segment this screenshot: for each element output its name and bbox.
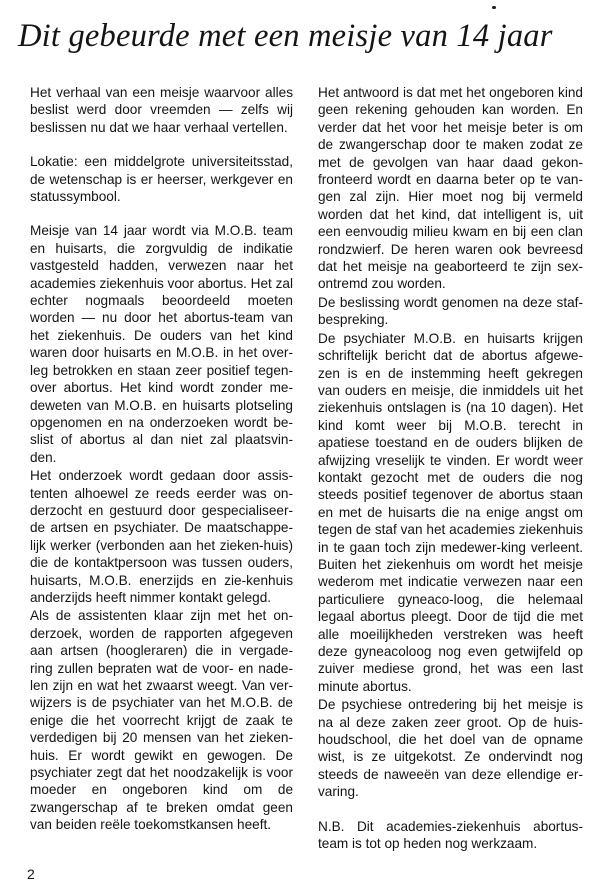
paragraph-referral: Meisje van 14 jaar wordt via M.O.B. team en huisarts, die zorgvuldig de indikatie vastgesteld hadden, verwezen naar het academies ziekenhuis voor abortus. Het zal echter nogmaals beoordeeld moeten worden — nu door het abortus-team van het ziekenhuis. De ouders van het kind waren door huisarts en M.O.B. in het over-leg betrokken en staan zeer positief tegen-over abortus. Het kind wordt zonder me-deweten van M.O.B. en huisarts plotseling opgenomen en na onderzoeken wordt be-slist of abortus al dan niet zal plaatsvin-den.: [30, 223, 293, 465]
paragraph-notification: De psychiater M.O.B. en huisarts krijgen schriftelijk bericht dat de abortus afgewe-zen is en de instemming heeft gekregen van ouders en meisje, die inmiddels uit het ziekenhuis ontslagen is (na 10 dagen). Het kind komt weer bij M.O.B. terecht in apatiese toestand en de ouders blijken de afwijzing vreselijk te vinden. Er wordt weer kontakt gezocht met de ouders die nog steeds positief tegenover de abortus staan en met de huisarts die na enige angst om tegen de staf van het academies ziekenhuis in te gaan toch zijn medewer-king verleent. Buiten het ziekenhuis om wordt het meisje wederom met indicatie verwezen naar een particuliere gyneaco-loog, die helemaal legaal abortus pleegt. Door de tijd die met alle moeilijkheden verstreken was heeft deze gyneacoloog nog even getwijfeld op zuiver mediese grond, het was een last minute abortus.: [318, 330, 583, 694]
paragraph-decision: De beslissing wordt genomen na deze staf-bespreking.: [318, 294, 583, 328]
paragraph-examination: Het onderzoek wordt gedaan door assis-tenten alhoewel ze reeds eerder was on-derzocht en gestuurd door gespecialiseer-de artsen en psychiater. De maatschappe-lijk werker (verbonden aan het zieken-huis) die de kontaktpersoon was tussen ouders, huisarts, M.O.B. enerzijds en zie-kenhuis anderzijds heeft nimmer kontakt gelegd.: [30, 468, 293, 605]
paragraph-location: Lokatie: een middelgrote universiteitsstad, de wetenschap is er heerser, werkgever en statussymbool.: [30, 154, 293, 205]
right-column: [318, 84, 583, 852]
print-speck: [492, 6, 496, 9]
paragraph-assistants: Als de assistenten klaar zijn met het on-derzoek, worden de rapporten afgegeven aan artsen (hoogleraren) die in vergade-ring zullen bepraten wat de voor- en nade-len zijn en wat het zwaarst weegt. Van ver-wijzers is de psychiater van het M.O.B. de enige die het voorrecht krijgt de zaak te verdedigen bij 20 mensen van het zieken-huis. Er wordt gewikt en gewogen. De psychiater zegt dat het noodzakelijk is voor moeder en ongeboren kind om de zwangerschap af te breken omdat geen van beiden reële toekomstkansen heeft.: [30, 608, 293, 833]
paragraph-intro: Het verhaal van een meisje waarvoor alles beslist werd door vreemden — zelfs wij beslissen nu dat we haar verhaal vertellen.: [30, 85, 293, 135]
article-title: Dit gebeurde met een meisje van 14 jaar: [18, 18, 553, 54]
page-number: 2: [27, 866, 35, 882]
paragraph-aftermath: De psychiese ontredering bij het meisje is na al deze zaken zeer groot. Op de huis-houdschool, die het doel van de opname wist, is ze uitgekotst. Ze ondervindt nog steeds de naweeën van deze ellendige er-varing.: [318, 697, 583, 800]
left-column: [30, 84, 293, 834]
paragraph-note: N.B. Dit academies-ziekenhuis abortus-team is tot op heden nog werkzaam.: [318, 818, 583, 852]
paragraph-answer: Het antwoord is dat met het ongeboren kind geen rekening gehouden kan worden. En verder dat het voor het meisje beter is om de zwangerschap door te maken zodat ze met de gevolgen van haar daad gekon-fronteerd wordt en daarna beter op te van-gen zal zijn. Hier moet nog bij vermeld worden dat het kind, dat intelligent is, uit een eenvoudig milieu kwam en bij een clan rondzwierf. De heren waren ook bevreesd dat het meisje na geaborteerd te zijn sex-ontremd zou worden.: [318, 85, 583, 292]
